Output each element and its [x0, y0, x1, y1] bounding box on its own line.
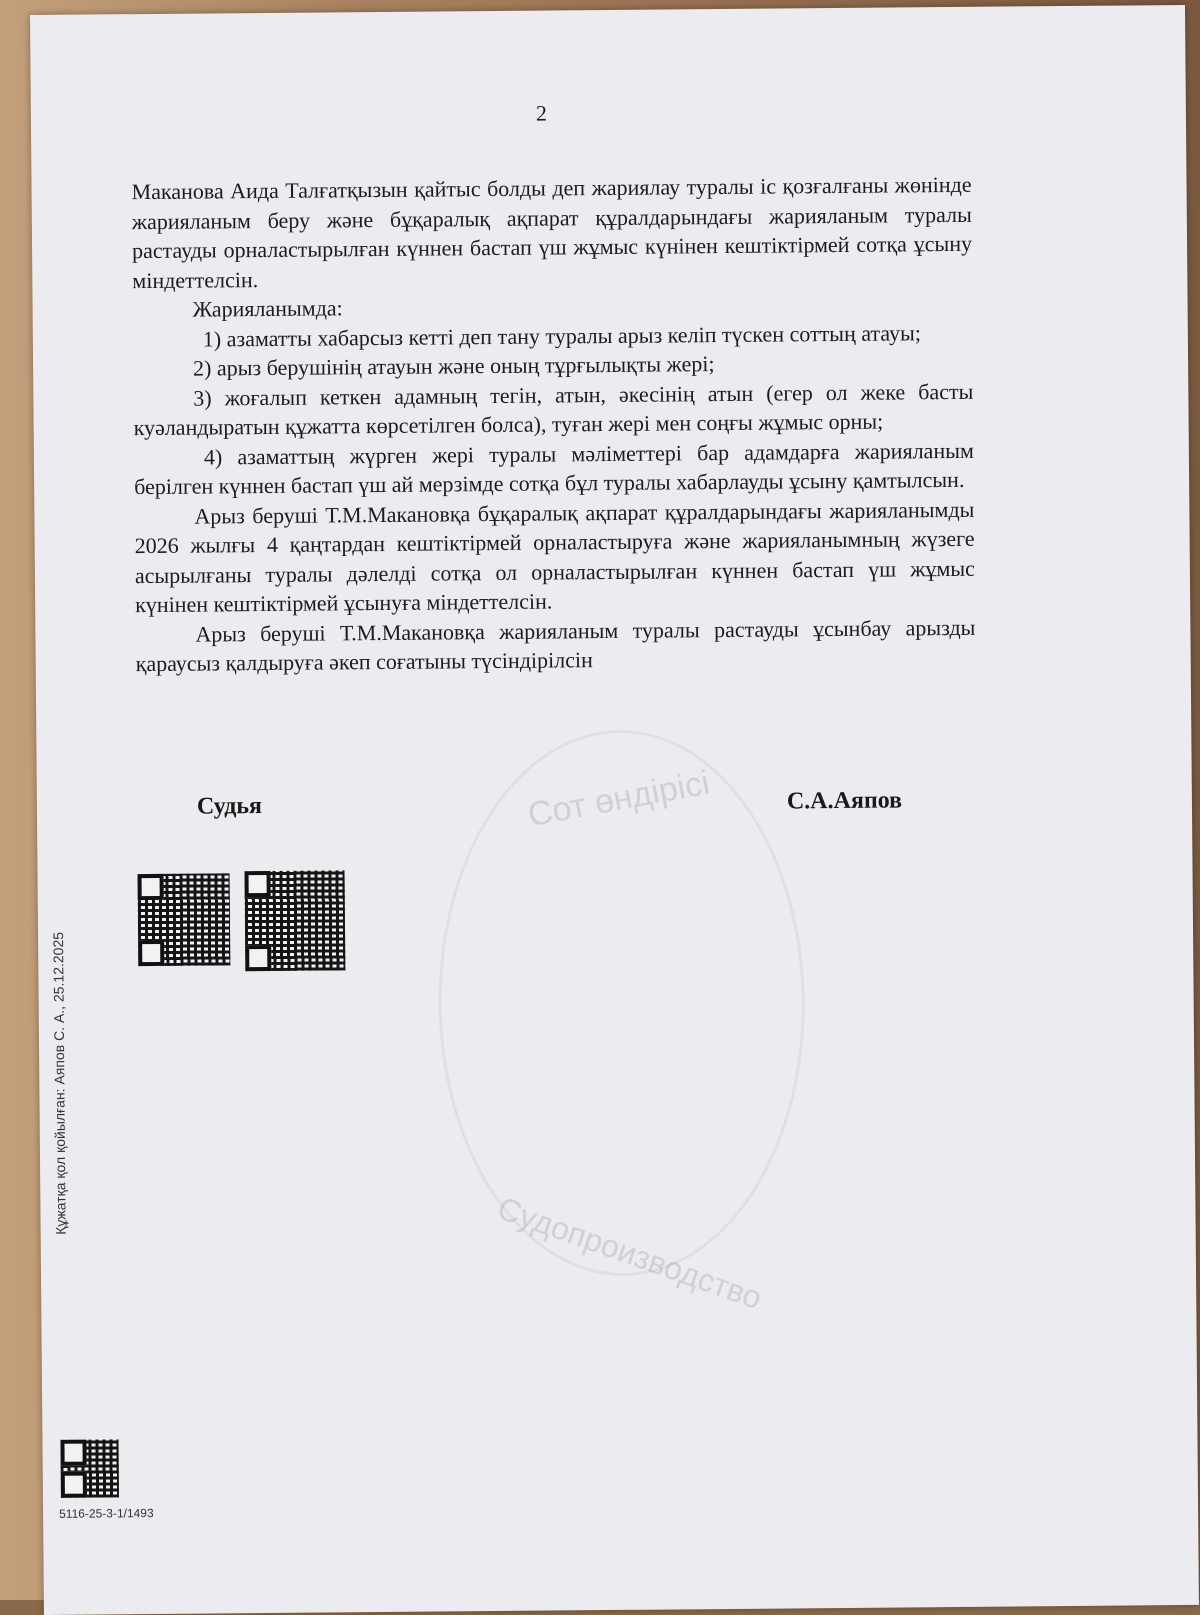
list-item-2: 2) арыз берушінің атауын және оның тұрғылықты жері; — [193, 351, 715, 381]
document-page — [30, 5, 1199, 1615]
signature-side-note: Құжатқа қол қойылған: Аяпов С. А., 25.12.2025 — [50, 931, 69, 1235]
list-item-1: 1) азаматты хабарсыз кетті деп тану туралы арыз келіп түскен соттың атауы; — [202, 319, 922, 352]
list-item-3: 3) жоғалып кеткен адамның тегін, атын, әкесінің атын (егер ол жеке басты куәландыратын құжатта көрсетілген болса), туған жері мен соңғы жұмыс орны; — [133, 378, 974, 441]
qr-code-icon — [245, 870, 346, 971]
document-body — [131, 170, 975, 679]
page-number: 2 — [535, 100, 548, 126]
qr-code-icon — [138, 873, 231, 966]
paragraph-1: Маканова Аида Талғатқызын қайтыс болды деп жариялау туралы іс қозғалғаны жөнінде жарияланым беру және бұқаралық ақпарат құралдарындағы жарияланым туралы растауды орналастырылған күннен бастап үш жұмыс күнінен кештіктірмей сотқа ұсыну міндеттелсін. — [131, 171, 973, 293]
qr-code-icon — [60, 1439, 119, 1498]
stamp-bottom-text: Судопроизводство — [492, 1189, 767, 1317]
stamp-top-text: Сот өндірісі — [524, 763, 713, 835]
list-item-4: 4) азаматтың жүрген жері туралы мәліметтері бар адамдарға жарияланым берілген күннен бастап үш ай мерзімде сотқа бұл туралы хабарлауды ұсыну қамтылсын. — [134, 437, 974, 500]
signature-role: Судья — [196, 793, 263, 820]
paragraph-8: Арыз беруші Т.М.Макановқа жарияланым туралы растауды ұсынбау арызды қараусыз қалдыруға әкеп соғатыны түсіндірілсін — [135, 614, 976, 677]
document-code: 5116-25-3-1/1493 — [59, 1506, 154, 1521]
paragraph-2: Жарияланымда: — [192, 295, 343, 322]
paragraph-7: Арыз беруші Т.М.Макановқа бұқаралық ақпарат құралдарындағы жарияланымды 2026 жылғы 4 қаңтардан кештіктірмей орналастыруға және жарияланымның жүзеге асырылғаны туралы дәлелді сотқа ол орналастырылған күннен бастап үш жұмыс күнінен кештіктірмей ұсынуға міндеттелсін. — [134, 496, 975, 618]
signature-name: С.А.Аяпов — [786, 787, 903, 815]
